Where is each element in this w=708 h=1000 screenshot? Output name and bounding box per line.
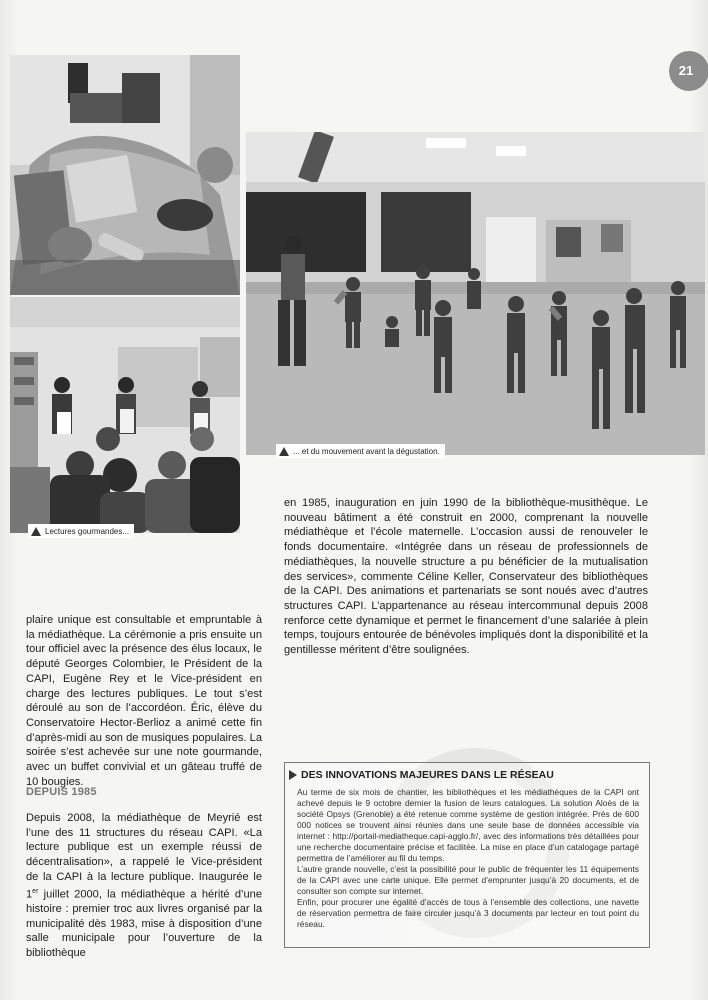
caption-arrow-icon — [279, 447, 289, 456]
page-number-badge: 21 — [669, 51, 708, 91]
box-title-arrow-icon — [289, 770, 297, 780]
caption-mouvement — [276, 444, 445, 458]
left-column-text-1 — [26, 613, 262, 789]
innovations-box — [284, 762, 650, 948]
caption-arrow-icon — [31, 527, 41, 536]
box-paragraph-3: Enfin, pour procurer une égalité d’accès de tous à l’ensemble des collections, une navette de réservation permettra de faire circuler jusqu’à 3 documents par lecteur en tout point du réseau. — [297, 897, 639, 929]
innovations-box-title-text: DES INNOVATIONS MAJEURES DANS LE RÉSEAU — [301, 769, 554, 781]
innovations-box-title — [289, 769, 554, 781]
innovations-box-body — [297, 787, 639, 930]
left-column-text-2 — [26, 811, 262, 961]
box-paragraph-2: L’autre grande nouvelle, c’est la possibilité pour le public de fréquenter les 11 équipements de la CAPI avec une carte unique. Elle permet d’emprunter jusqu’à 20 documents, et de consulter son compte sur internet. — [297, 864, 639, 896]
photo-still-life — [10, 55, 240, 295]
caption-mouvement-text: ... et du mouvement avant la dégustation. — [293, 446, 440, 456]
left-paragraph-2-part-b: juillet 2000, la médiathèque a hérité d’une histoire : premier troc aux livres organisé par la municipalité dès 1983, mise à disposition d’une salle municipale pour l’ouverture de la bibliothèque — [26, 888, 262, 960]
caption-lectures-text: Lectures gourmandes... — [45, 526, 130, 536]
caption-lectures — [28, 524, 134, 538]
right-column-text — [284, 496, 648, 658]
left-paragraph-2-part-a: Depuis 2008, la médiathèque de Meyrié est l’une des 11 structures du réseau CAPI. «La lecture publique est un exemple réussi de décentralisation», a rappelé le Vice-président de la CAPI à la lecture publique. Inaugurée le 1 — [26, 812, 262, 901]
box-paragraph-1: Au terme de six mois de chantier, les bibliothèques et les médiathèques de la CAPI ont achevé depuis le 9 octobre dernier la fusion de leurs catalogues. La solution Aloès de la société Opsys (Grenoble) a été retenue comme système de gestion intégrée. Près de 600 000 notices se trouvent ainsi réunies dans une seule base de données accessible via internet : http://portail-mediatheque.capi-agglo.fr/, avec des informations très détaillées pour une recherche documentaire précise et facilitée. La mise en place d’un catalogage partagé permettra de l’améliorer au fil du temps. — [297, 787, 639, 863]
left-paragraph-1: plaire unique est consultable et empruntable à la médiathèque. La cérémonie a pris ensuite un tour officiel avec la présence des élus locaux, le député Georges Colombier, le Président de la CAPI, Eugène Rey et le Vice-président en charge des lectures publiques. Le tout s’est déroulé au son de l’accordéon. Éric, élève du Conservatoire Hector-Berlioz a animé cette fin d’après-midi au son de musiques populaires. La soirée s’est achevée sur une note gourmande, avec un buffet convivial et un gâteau truffé de 10 bougies. — [26, 614, 262, 788]
left-paragraph-2 — [26, 811, 262, 961]
photo-children-dancing — [246, 132, 705, 455]
section-heading-depuis-1985: DEPUIS 1985 — [26, 786, 97, 798]
right-paragraph-1: en 1985, inauguration en juin 1990 de la bibliothèque-musithèque. Le nouveau bâtiment a été construit en 2000, comprenant la nouvelle médiathèque et l’école maternelle. L’occasion aussi de renouveler le fonds documentaire. «Intégrée dans un réseau de professionnels de médiathèques, la nouvelle structure a pu bénéficier de la mutualisation des services», commente Céline Keller, Conservateur des bibliothèques de la CAPI. Des animations et partenariats se sont noués avec d’autres structures CAPI. L’appartenance au réseau intercommunal depuis 2008 renforce cette dynamique et permet le financement d’une salariée à plein temps, toujours entourée de bénévoles impliqués dont la disponibilité et la gentillesse méritent d’être soulignées. — [284, 497, 648, 657]
superscript-er: er — [32, 887, 39, 895]
photo-readers — [10, 297, 240, 533]
